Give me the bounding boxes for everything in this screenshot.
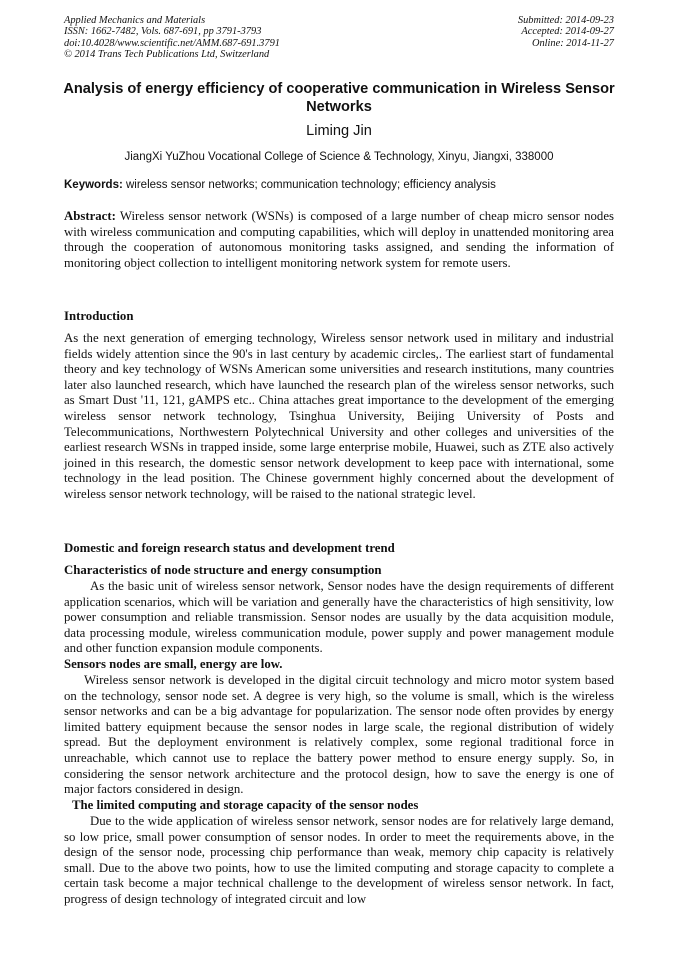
- abstract-paragraph: [64, 209, 614, 271]
- doi-link[interactable]: doi:10.4028/www.scientific.net/AMM.687-691.3791: [64, 37, 280, 49]
- author-affiliation: JiangXi YuZhou Vocational College of Science & Technology, Xinyu, Jiangxi, 338000: [124, 151, 554, 163]
- copyright-notice: © 2014 Trans Tech Publications Ltd, Switzerland: [64, 49, 270, 61]
- limited-computing-paragraph: Due to the wide application of wireless sensor network, sensor nodes are for relatively large demand, so low price, small power consumption of sensor nodes. In order to meet the requirements above, in the design of the sensor node, processing chip performance than weak, memory chip capacity is relatively small. Due to the above two points, how to use the limited computing and storage capacity to complete a certain task become a major technical challenge to the development of wireless sensor network. In fact, progress of design technology of integrated circuit and low: [64, 814, 614, 906]
- accepted-date: Accepted: 2014-09-27: [521, 26, 614, 38]
- publication-info: [64, 15, 280, 61]
- subsection-heading-node-structure: Characteristics of node structure and energy consumption: [64, 563, 382, 577]
- section-heading-research-status: Domestic and foreign research status and development trend: [64, 541, 395, 555]
- node-structure-paragraph: As the basic unit of wireless sensor network, Sensor nodes have the design requirements of different application scenarios, which will be variation and generally have the characteristics of high sensitivity, low power consumption and reliable transmission. Sensor nodes are usually by the data acquisition module, data processing module, wireless communication module, power supply and power management module and other function expansion module components.: [64, 579, 614, 656]
- abstract-label: Abstract:: [64, 209, 116, 223]
- author-name: Liming Jin: [306, 123, 372, 139]
- subsection-heading-small-energy: Sensors nodes are small, energy are low.: [64, 657, 283, 671]
- paper-title: Analysis of energy efficiency of cooperative communication in Wireless Sensor Networks: [63, 81, 615, 115]
- journal-name: Applied Mechanics and Materials: [64, 15, 206, 26]
- submitted-date: Submitted: 2014-09-23: [517, 15, 614, 26]
- small-energy-paragraph: Wireless sensor network is developed in the digital circuit technology and micro motor system based on the technology, sensor node set. A degree is very high, so the volume is small, which is the wireless sensor networks and can be a big advantage for popularization. The sensor node often provides by energy limited battery equipment because the sensor nodes in large scale, the regional distribution of widely spread. But the deployment environment is relatively complex, some regional traditional force in unreachable, which cannot use to replace the battery power method to ensure energy supply. So, in considering the sensor network architecture and the protocol design, how to save the energy is one of major factors considered in design.: [64, 673, 614, 797]
- keywords-line: [64, 179, 614, 191]
- keywords-label: Keywords:: [64, 179, 123, 191]
- introduction-paragraph: As the next generation of emerging technology, Wireless sensor network used in military and industrial fields widely attention since the 90's in last century by academic circles,. The earliest start of fundamental theory and key technology of WSNs American some universities and research institutions, many countries later also launched research, which have launched the research plan of the wireless sensor networks, such as Smart Dust '11, 121, gAMPS etc.. China attaches great importance to the development of the emerging wireless sensor network technology, Tsinghua University, Beijing University of Posts and Telecommunications, Northwestern Polytechnical University and other colleges and universities of the earliest research WSNs in trapped inside, some large enterprise mobile, Huawei, such as ZTE also actively joined in this research, the domestic sensor network development to keep pace with international, some technology in the lead position. The Chinese government highly concerned about the development of wireless sensor network technology, will be raised to the national strategic level.: [64, 331, 614, 501]
- keywords-text: wireless sensor networks; communication technology; efficiency analysis: [122, 179, 496, 191]
- subsection-heading-limited-computing: The limited computing and storage capacity of the sensor nodes: [72, 798, 419, 812]
- submission-dates: [518, 15, 614, 49]
- section-heading-introduction: Introduction: [64, 309, 134, 323]
- issn-info: ISSN: 1662-7482, Vols. 687-691, pp 3791-3793: [64, 26, 262, 38]
- online-date: Online: 2014-11-27: [531, 37, 614, 49]
- abstract-text: Wireless sensor network (WSNs) is composed of a large number of cheap micro sensor nodes with wireless communication and computing capabilities, which will deploy in unattended monitoring area through the cooperation of autonomous monitoring tasks assigned, and sending the information of monitoring object collection to intelligent monitoring network system for remote users.: [64, 209, 614, 270]
